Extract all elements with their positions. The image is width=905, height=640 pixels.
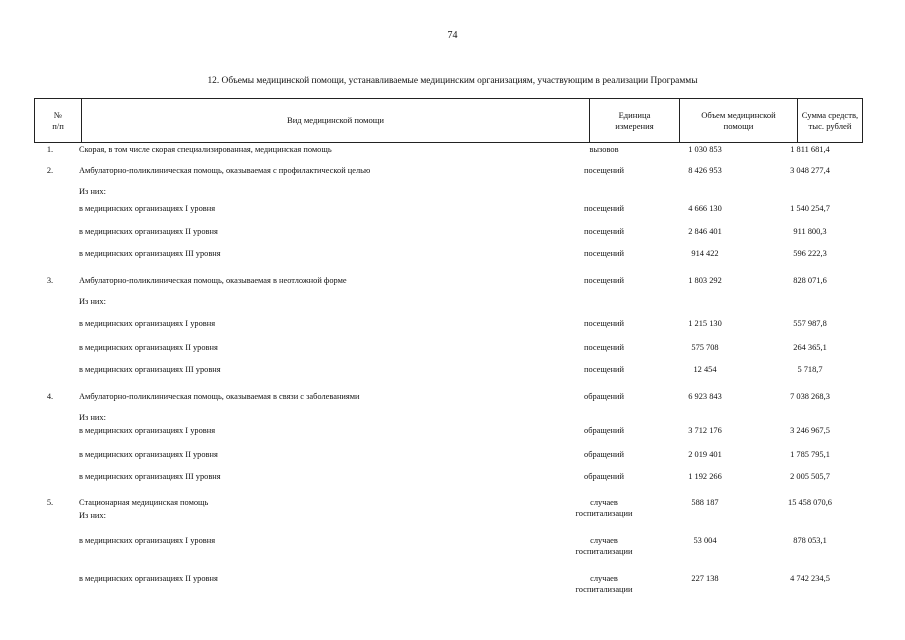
row-sum: 264 365,1 xyxy=(793,343,827,352)
row-type: Скорая, в том числе скорая специализированная, медицинская помощь xyxy=(79,145,332,154)
row-unit-line1: посещений xyxy=(583,343,625,352)
row-sum: 911 800,3 xyxy=(793,227,827,236)
row-sum: 2 005 505,7 xyxy=(790,472,830,481)
row-sum: 3 246 967,5 xyxy=(790,426,830,435)
row-unit xyxy=(555,426,653,437)
row-volume: 12 454 xyxy=(693,365,717,374)
row-type: в медицинских организациях III уровня xyxy=(79,472,221,481)
row-unit xyxy=(555,343,653,354)
row-unit xyxy=(555,472,653,483)
row-unit-line2: госпитализации xyxy=(575,546,633,556)
row-unit xyxy=(555,498,653,519)
header-volume-line1: Объем медицинской xyxy=(701,109,776,120)
row-unit-line1: обращений xyxy=(584,426,624,435)
row-sum: 1 785 795,1 xyxy=(790,450,830,459)
row-volume: 53 004 xyxy=(693,536,717,545)
row-unit-line1: случаев xyxy=(590,536,618,545)
row-unit-line1: посещений xyxy=(583,276,625,285)
row-unit xyxy=(555,204,653,215)
row-sum: 828 071,6 xyxy=(793,276,827,285)
row-sum: 4 742 234,5 xyxy=(790,574,830,583)
row-sum: 15 458 070,6 xyxy=(788,498,832,507)
row-unit xyxy=(555,166,653,177)
header-volume-line2: помощи xyxy=(723,120,754,131)
row-volume: 2 019 401 xyxy=(688,450,722,459)
row-unit-line1: обращений xyxy=(584,392,624,401)
row-volume: 3 712 176 xyxy=(688,426,722,435)
row-type: Из них: xyxy=(79,297,106,306)
row-volume: 588 187 xyxy=(691,498,719,507)
row-volume: 914 422 xyxy=(691,249,719,258)
document-title: 12. Объемы медицинской помощи, устанавливаемые медицинским организациям, участвующим в реализации Программы xyxy=(207,76,698,86)
row-sum: 1 540 254,7 xyxy=(790,204,830,213)
row-sum: 5 718,7 xyxy=(797,365,823,374)
row-unit-line1: случаев xyxy=(590,574,618,583)
row-volume: 2 846 401 xyxy=(688,227,722,236)
row-sum: 1 811 681,4 xyxy=(790,145,830,154)
row-unit xyxy=(555,365,653,376)
row-number: 2. xyxy=(46,166,54,175)
row-type: в медицинских организациях I уровня xyxy=(79,319,216,328)
row-type: в медицинских организациях II уровня xyxy=(79,227,218,236)
row-type: в медицинских организациях II уровня xyxy=(79,574,218,583)
row-volume: 4 666 130 xyxy=(688,204,722,213)
row-unit-line2: госпитализации xyxy=(575,508,633,518)
header-unit-line1: Единица xyxy=(618,109,651,120)
row-unit-line1: посещений xyxy=(583,166,625,175)
row-type: в медицинских организациях II уровня xyxy=(79,343,218,352)
row-unit-line1: обращений xyxy=(584,472,624,481)
row-unit-line2: госпитализации xyxy=(575,584,633,594)
row-unit xyxy=(555,319,653,330)
row-type: в медицинских организациях II уровня xyxy=(79,450,218,459)
row-unit-line1: случаев xyxy=(590,498,618,507)
row-unit-line1: посещений xyxy=(583,204,625,213)
row-unit-line1: вызовов xyxy=(589,145,619,154)
row-volume: 1 030 853 xyxy=(688,145,722,154)
row-volume: 1 803 292 xyxy=(688,276,722,285)
row-type: Из них: xyxy=(79,511,106,520)
header-sum-line2: тыс. рублей xyxy=(808,120,852,131)
header-unit-line2: измерения xyxy=(615,120,654,131)
row-type: Амбулаторно-поликлиническая помощь, оказываемая в связи с заболеваниями xyxy=(79,392,360,401)
row-unit xyxy=(555,249,653,260)
row-volume: 575 708 xyxy=(691,343,719,352)
row-volume: 6 923 843 xyxy=(688,392,722,401)
row-volume: 8 426 953 xyxy=(688,166,722,175)
row-sum: 596 222,3 xyxy=(793,249,827,258)
header-number-line1: № xyxy=(53,109,63,120)
row-type: Амбулаторно-поликлиническая помощь, оказываемая в неотложной форме xyxy=(79,276,347,285)
row-type: в медицинских организациях I уровня xyxy=(79,204,216,213)
row-unit-line1: посещений xyxy=(583,365,625,374)
row-type: в медицинских организациях III уровня xyxy=(79,249,221,258)
row-type: Стационарная медицинская помощь xyxy=(79,498,209,507)
header-number-line2: п/п xyxy=(52,120,64,131)
row-number: 4. xyxy=(46,392,54,401)
row-unit-line1: посещений xyxy=(583,249,625,258)
row-number: 5. xyxy=(46,498,54,507)
row-sum: 878 053,1 xyxy=(793,536,827,545)
row-sum: 557 987,8 xyxy=(793,319,827,328)
row-type: Амбулаторно-поликлиническая помощь, оказываемая с профилактической целью xyxy=(79,166,371,175)
row-unit xyxy=(555,536,653,557)
row-unit xyxy=(555,392,653,403)
row-unit xyxy=(555,276,653,287)
row-unit xyxy=(555,574,653,595)
row-type: в медицинских организациях I уровня xyxy=(79,426,216,435)
row-unit xyxy=(555,227,653,238)
page-number: 74 xyxy=(447,30,458,41)
row-volume: 1 215 130 xyxy=(688,319,722,328)
header-sum-line1: Сумма средств, xyxy=(801,109,859,120)
row-type: в медицинских организациях III уровня xyxy=(79,365,221,374)
row-sum: 3 048 277,4 xyxy=(790,166,830,175)
row-unit-line1: посещений xyxy=(583,227,625,236)
row-number: 1. xyxy=(46,145,54,154)
row-unit xyxy=(555,450,653,461)
row-type: Из них: xyxy=(79,413,106,422)
row-number: 3. xyxy=(46,276,54,285)
row-sum: 7 038 268,3 xyxy=(790,392,830,401)
row-type: Из них: xyxy=(79,187,106,196)
row-type: в медицинских организациях I уровня xyxy=(79,536,216,545)
header-type-label: Вид медицинской помощи xyxy=(286,115,385,125)
row-unit-line1: посещений xyxy=(583,319,625,328)
row-unit xyxy=(555,145,653,156)
row-volume: 1 192 266 xyxy=(688,472,722,481)
row-unit-line1: обращений xyxy=(584,450,624,459)
row-volume: 227 138 xyxy=(691,574,719,583)
